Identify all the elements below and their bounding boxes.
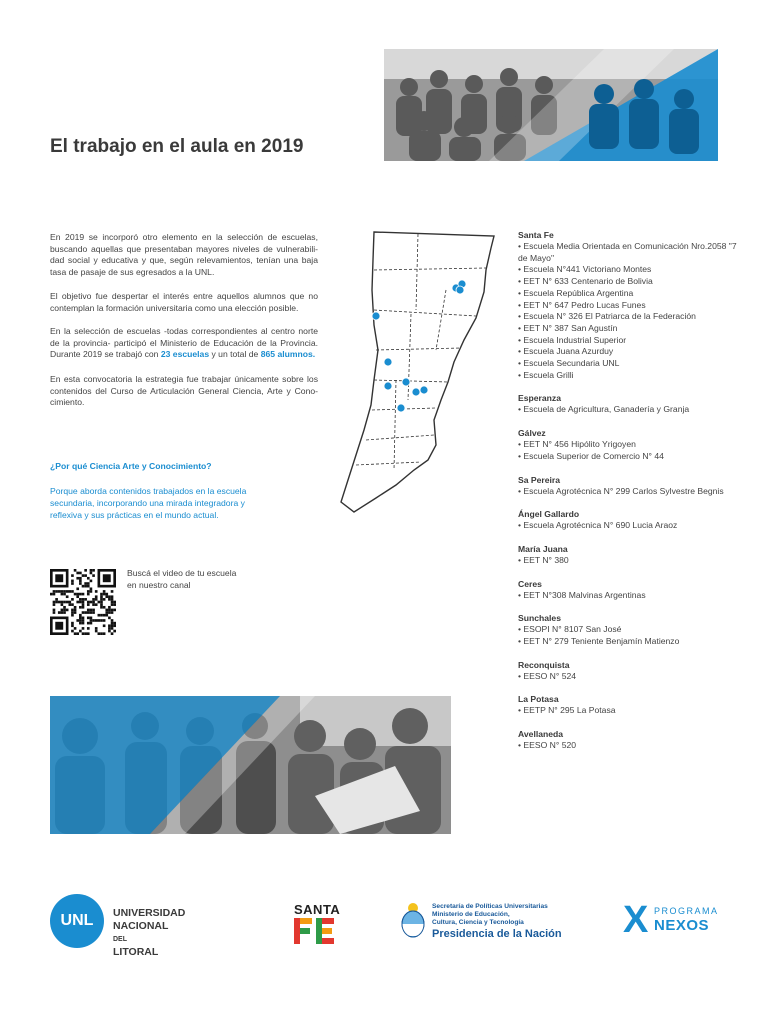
school-group [518, 694, 738, 717]
school-item: • Escuela Secundaria UNL [518, 358, 620, 369]
school-group [518, 393, 738, 416]
santa-fe-logo [294, 902, 342, 944]
school-item: • Escuela de Agricultura, Ganadería y Granja [518, 404, 690, 415]
school-group [518, 613, 738, 647]
school-item: • EESO N° 520 [518, 740, 577, 751]
school-group [518, 660, 738, 683]
school-item: • Escuela Juana Azurduy [518, 346, 614, 357]
nexos-x-icon: X [623, 899, 649, 941]
school-group [518, 475, 738, 498]
school-group [518, 579, 738, 602]
students-group-photo [384, 49, 718, 161]
school-item: • EETP N° 295 La Potasa [518, 705, 616, 716]
school-group [518, 230, 738, 381]
school-item: • EET N° 456 Hipólito Yrigoyen [518, 439, 636, 450]
city-name: La Potasa [518, 694, 559, 705]
school-item: • EET N° 633 Centenario de Bolivia [518, 276, 653, 287]
schools-list [518, 230, 738, 764]
city-name: Gálvez [518, 428, 546, 439]
city-name: Reconquista [518, 659, 570, 670]
school-group [518, 509, 738, 532]
students-reading-photo [50, 696, 451, 834]
why-answer: Porque aborda contenidos trabajados en la escuela secundaria, incorporando una mirada integradora y reflexiva y sus prácticas en el mundo actual. [50, 486, 247, 520]
school-group [518, 729, 738, 752]
school-item: • EET N° 380 [518, 554, 569, 565]
presidencia-text: Presidencia de la Nación [432, 928, 562, 940]
students-count: 865 alumnos. [260, 349, 316, 360]
school-group [518, 544, 738, 567]
school-item: • Escuela Agrotécnica N° 299 Carlos Sylvestre Begnis [518, 485, 724, 496]
qr-code[interactable] [50, 569, 116, 635]
school-item: • EET N° 387 San Agustín [518, 322, 618, 333]
santa-fe-logo-fe [294, 918, 342, 944]
school-item: • Escuela Superior de Comercio N° 44 [518, 450, 664, 461]
intro-paragraph-3: En la selección de escuelas -todas correspondientes al centro norte de la provincia- participó el Ministerio de Educación de la Provincia. Durante 2019 se trabajó con 23 escuelas y un total de 865 alumnos. [50, 326, 318, 360]
page-title: El trabajo en el aula en 2019 [50, 136, 304, 157]
school-item: • EET N° 647 Pedro Lucas Funes [518, 299, 646, 310]
school-item: • EESO N° 524 [518, 670, 577, 681]
secretaria-text: Secretaría de Políticas Universitarias Ministerio de Educación, Cultura, Ciencia y Tecnología [432, 903, 548, 926]
unl-logo: UNL [50, 894, 104, 948]
intro-paragraph-1: En 2019 se incorporó otro elemento en la selección de escuelas, buscando aquellas que presentaban mayores niveles de vulnerabili-dad social y educativa y que, según relevamientos, tenían una baja tasa de pasaje de sus egresados a la UNL. [50, 232, 318, 277]
school-item: • Escuela República Argentina [518, 287, 634, 298]
city-name: María Juana [518, 543, 568, 554]
schools-count: 23 escuelas [160, 349, 210, 360]
santa-fe-province-map [336, 230, 498, 515]
nexos-programa-label: PROGRAMA [654, 906, 719, 916]
intro-paragraph-2: El objetivo fue despertar el interés entre aquellos alumnos que no contemplan la formación universitaria como una elección posible. [50, 291, 318, 313]
city-name: Esperanza [518, 393, 561, 404]
argentina-shield-icon [399, 902, 427, 938]
school-item: • Escuela Industrial Superior [518, 334, 627, 345]
school-item: • Escuela N° 326 El Patriarca de la Federación [518, 311, 696, 322]
city-name: Ceres [518, 578, 542, 589]
school-item: • EET N° 279 Teniente Benjamín Matienzo [518, 636, 680, 647]
city-name: Sa Pereira [518, 474, 561, 485]
school-group [518, 428, 738, 462]
nexos-word: NEXOS [654, 917, 710, 934]
city-name: Sunchales [518, 613, 561, 624]
intro-paragraph-4: En esta convocatoria la estrategia fue trabajar únicamente sobre los contenidos del Curso de Articulación General Ciencia, Arte y Cono-cimiento. [50, 374, 318, 408]
school-item: • Escuela Grilli [518, 369, 574, 380]
qr-caption: Buscá el video de tu escuela en nuestro canal [127, 568, 237, 590]
city-name: Avellaneda [518, 729, 564, 740]
school-item: • ESOPI N° 8107 San José [518, 624, 622, 635]
city-name: Santa Fe [518, 230, 554, 240]
school-item: • EET N°308 Malvinas Argentinas [518, 589, 646, 600]
unl-name: UNIVERSIDAD NACIONAL DEL LITORAL [113, 907, 186, 958]
school-item: • Escuela N°441 Victoriano Montes [518, 264, 652, 275]
school-item: • Escuela Agrotécnica N° 690 Lucia Araoz [518, 520, 678, 531]
school-item: • Escuela Media Orientada en Comunicación Nro.2058 "7 de Mayo" [518, 241, 737, 263]
santa-fe-logo-santa: SANTA [294, 902, 341, 917]
why-question: ¿Por qué Ciencia Arte y Conocimiento? [50, 461, 212, 471]
city-name: Ángel Gallardo [518, 509, 580, 520]
svg-text:FE: FE [340, 928, 342, 929]
